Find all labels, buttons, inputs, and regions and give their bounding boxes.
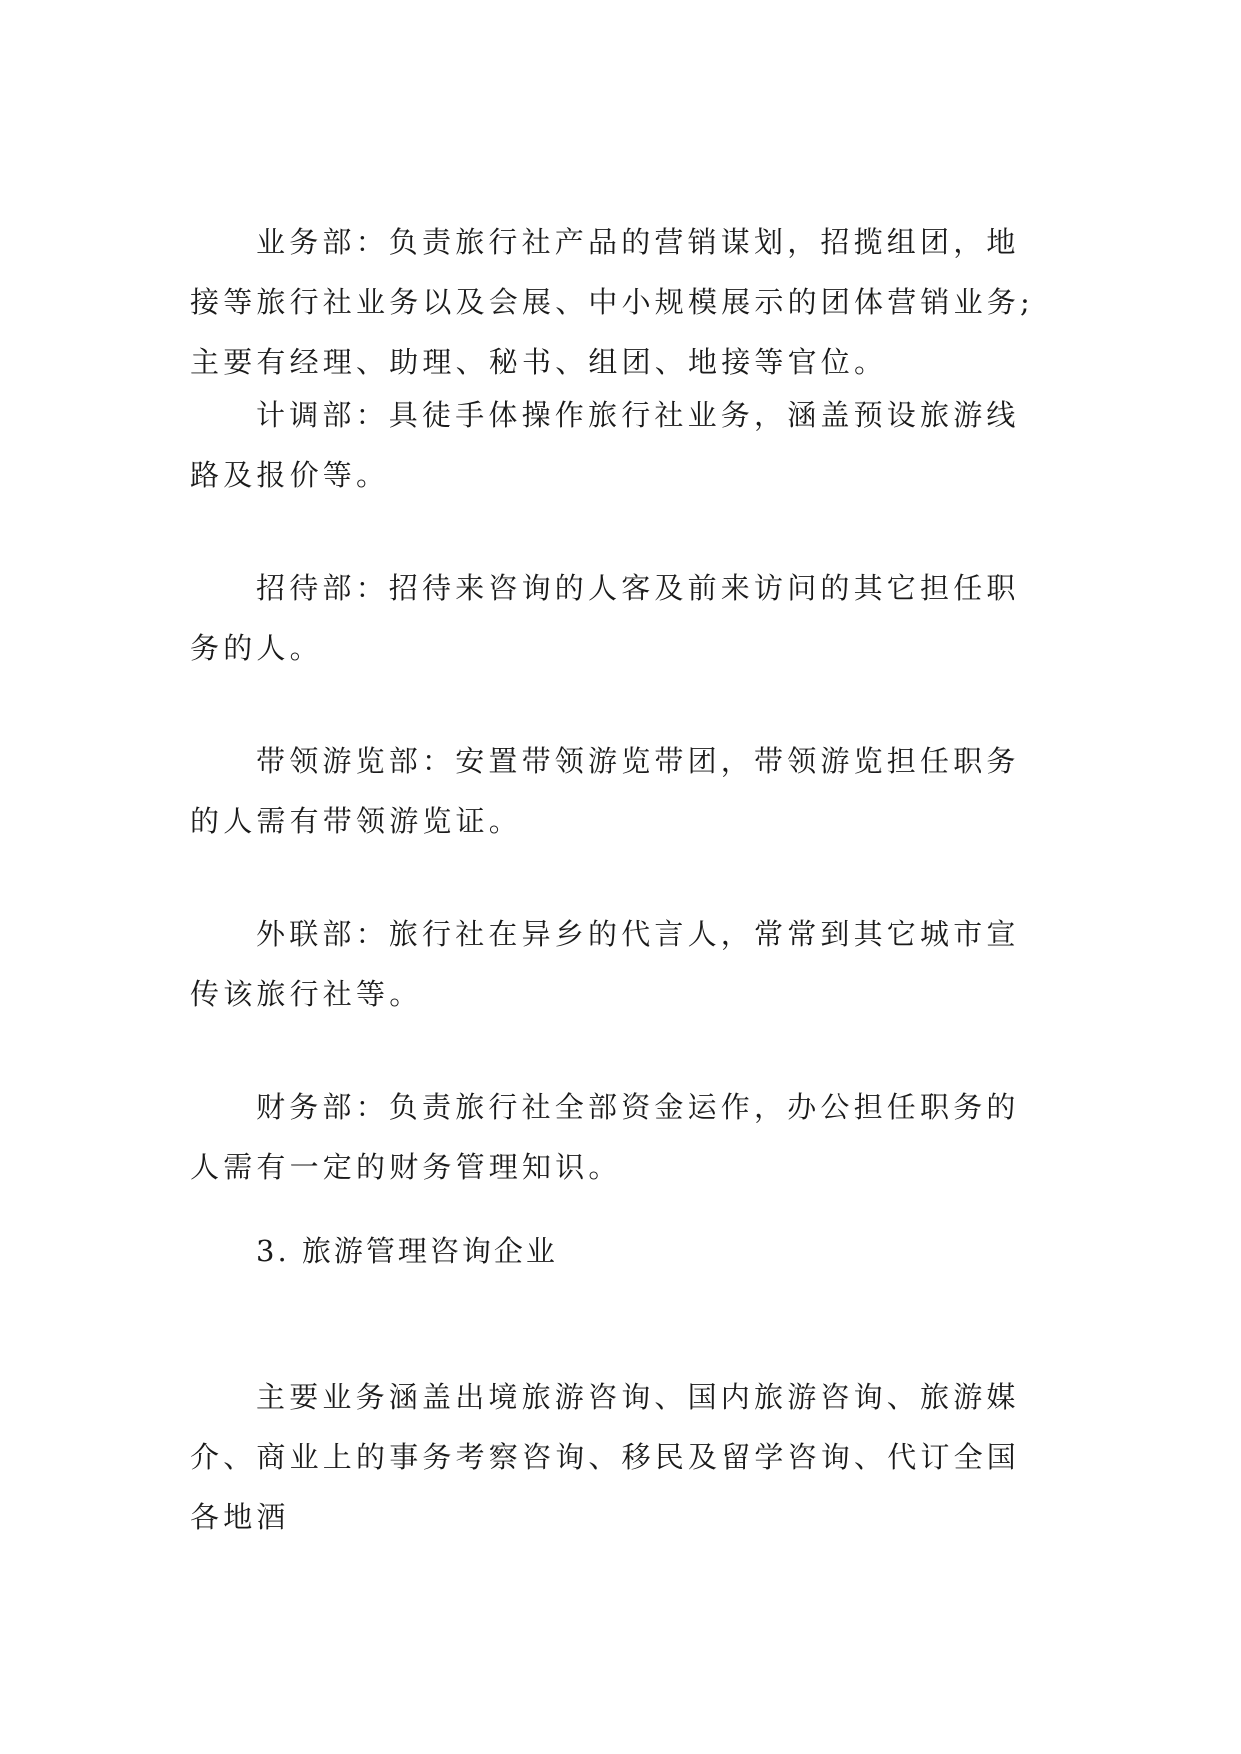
paragraph-finance-dept: 财务部：负责旅行社全部资金运作，办公担任职务的人需有一定的财务管理知识。 xyxy=(190,1090,1020,1184)
paragraph-guide-dept: 带领游览部：安置带领游览带团，带领游览担任职务的人需有带领游览证。 xyxy=(190,744,1020,838)
paragraph-planning-dept: 计调部：具徒手体操作旅行社业务，涵盖预设旅游线路及报价等。 xyxy=(190,398,1020,492)
paragraph-liaison-dept: 外联部：旅行社在异乡的代言人，常常到其它城市宣传该旅行社等。 xyxy=(190,917,1020,1011)
section-heading: 3. 旅游管理咨询企业 xyxy=(256,1234,558,1268)
paragraph-reception-dept: 招待部：招待来咨询的人客及前来访问的其它担任职务的人。 xyxy=(190,571,1020,665)
paragraph-consulting-business: 主要业务涵盖出境旅游咨询、国内旅游咨询、旅游媒介、商业上的事务考察咨询、移民及留学咨询、代订全国各地酒 xyxy=(190,1380,1021,1534)
paragraph-business-dept: 业务部：负责旅行社产品的营销谋划，招揽组团，地接等旅行社业务以及会展、中小规模展示的团体营销业务;主要有经理、助理、秘书、组团、地接等官位。 xyxy=(190,225,1034,379)
